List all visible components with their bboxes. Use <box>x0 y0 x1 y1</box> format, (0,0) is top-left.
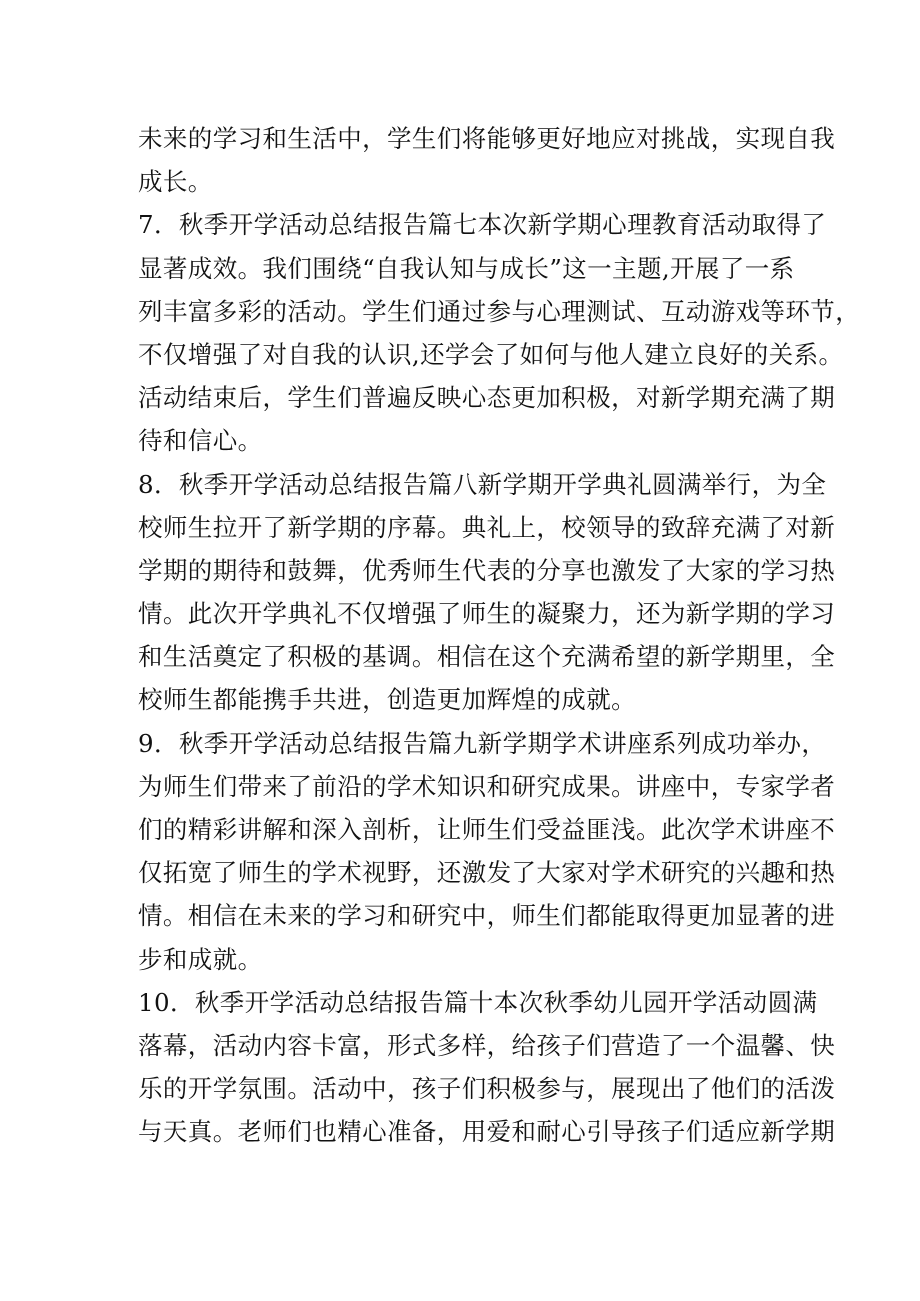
text-line: 8．秋季开学活动总结报告篇八新学期开学典礼圆满举行，为全 <box>138 469 827 499</box>
document-body <box>138 117 861 1154</box>
text-line: 与天真。老师们也精心准备，用爱和耐心引导孩子们适应新学期 <box>138 1117 836 1147</box>
text-line: 情。相信在未来的学习和研究中，师生们都能取得更加显著的进 <box>138 901 836 931</box>
text-line: 落幕，活动内容卡富，形式多样，给孩子们营造了一个温馨、快 <box>138 1030 836 1060</box>
text-line: 10．秋季开学活动总结报告篇十本次秋季幼儿园开学活动圆满 <box>138 987 818 1017</box>
text-line: 乐的开学氛围。活动中，孩子们积极参与，展现出了他们的活泼 <box>138 1074 836 1104</box>
text-line: 未来的学习和生活中，学生们将能够更好地应对挑战，实现自我 <box>138 124 836 153</box>
text-line: 仅拓宽了师生的学术视野，还激发了大家对学术研究的兴趣和热 <box>138 858 836 888</box>
text-line: 校师生拉开了新学期的序幕。典礼上，校领导的致辞充满了对新 <box>138 512 836 542</box>
text-line: 活动结束后，学生们普遍反映心态更加积极，对新学期充满了期 <box>138 383 836 413</box>
text-line: 为师生们带来了前沿的学术知识和研究成果。讲座中，专家学者 <box>138 771 836 801</box>
text-line: 成长。 <box>138 167 213 197</box>
text-line: 显著成效。我们围绕“自我认知与成长”这一主题,开展了一系 <box>138 253 795 283</box>
text-line: 步和成就。 <box>138 944 263 974</box>
text-line: 学期的期待和鼓舞，优秀师生代表的分享也激发了大家的学习热 <box>138 555 836 585</box>
text-line: 情。此次开学典礼不仅增强了师生的凝聚力，还为新学期的学习 <box>138 599 836 629</box>
text-line: 不仅增强了对自我的认识,还学会了如何与他人建立良好的关系。 <box>138 339 844 369</box>
text-line: 们的精彩讲解和深入剖析，让师生们受益匪浅。此次学术讲座不 <box>138 815 836 844</box>
text-line: 和生活奠定了积极的基调。相信在这个充满希望的新学期里，全 <box>138 642 836 672</box>
text-line: 7．秋季开学活动总结报告篇七本次新学期心理教育活动取得了 <box>138 210 827 240</box>
text-line: 列丰富多彩的活动。学生们通过参与心理测试、互动游戏等环节， <box>138 296 861 326</box>
text-line: 待和信心。 <box>138 426 263 456</box>
text-line: 校师生都能携手共进，创造更加辉煌的成就。 <box>138 685 636 715</box>
text-line: 9．秋季开学活动总结报告篇九新学期学术讲座系列成功举办， <box>138 728 827 758</box>
